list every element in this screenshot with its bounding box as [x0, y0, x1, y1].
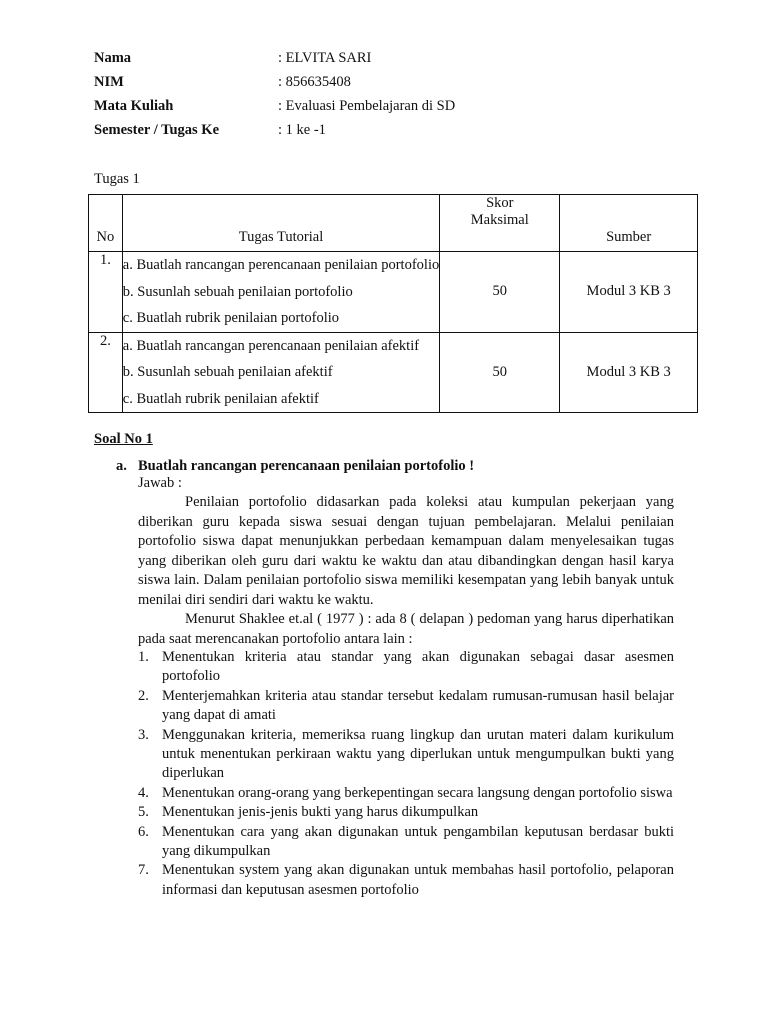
- info-row-semester: [94, 118, 455, 142]
- table-header-row: [89, 195, 698, 252]
- list-text: Menentukan system yang akan digunakan untuk membahas hasil portofolio, pelaporan informasi dan keputusan asesmen portofolio: [162, 862, 674, 898]
- row-tasks: [122, 332, 439, 413]
- list-text: Menentukan jenis-jenis bukti yang harus dikumpulkan: [162, 804, 479, 821]
- list-item: [138, 784, 674, 803]
- list-number: 6.: [138, 823, 149, 840]
- list-text: Menentukan cara yang akan digunakan untuk pengambilan keputusan berdasar bukti yang dikumpulkan: [162, 823, 674, 860]
- header-score-line2: Maksimal: [470, 212, 529, 228]
- task-item: c. Buatlah rubrik penilaian afektif: [122, 390, 319, 407]
- list-number: 3.: [138, 726, 149, 743]
- list-item: [138, 861, 674, 900]
- row-tasks: [122, 252, 439, 333]
- assignment-title: Tugas 1: [94, 171, 140, 187]
- info-value: : 1 ke -1: [278, 122, 326, 138]
- row-source: Modul 3 KB 3: [560, 332, 698, 413]
- question-heading: Soal No 1: [94, 431, 153, 447]
- task-item: a. Buatlah rancangan perencanaan penilaian portofolio: [122, 257, 440, 273]
- task-item: c. Buatlah rubrik penilaian portofolio: [122, 310, 340, 326]
- task-item: b. Susunlah sebuah penilaian portofolio: [122, 283, 353, 300]
- info-row-nim: [94, 70, 455, 94]
- list-text: Menentukan kriteria atau standar yang akan digunakan sebagai dasar asesmen portofolio: [162, 649, 674, 685]
- header-score-line1: Skor: [486, 195, 514, 211]
- info-value: : Evaluasi Pembelajaran di SD: [278, 98, 456, 114]
- row-score: 50: [440, 252, 560, 333]
- info-label: NIM: [94, 74, 124, 90]
- info-label: Semester / Tugas Ke: [94, 122, 219, 138]
- student-info: [94, 46, 455, 142]
- info-label: Mata Kuliah: [94, 98, 174, 114]
- list-number: 4.: [138, 784, 149, 801]
- answer-label: Jawab :: [138, 475, 182, 491]
- info-row-name: [94, 46, 455, 70]
- list-item: [138, 803, 674, 822]
- answer-paragraph: Menurut Shaklee et.al ( 1977 ) : ada 8 ( delapan ) pedoman yang harus diperhatikan pada saat merencanakan portofolio antara lain :: [138, 611, 674, 647]
- table-row: [89, 332, 698, 413]
- list-text: Menentukan orang-orang yang berkepentingan secara langsung dengan portofolio siswa: [162, 784, 673, 801]
- list-number: 5.: [138, 804, 149, 821]
- info-row-course: [94, 94, 455, 118]
- list-number: 1.: [138, 649, 149, 665]
- assignment-table: [88, 194, 698, 413]
- task-item: b. Susunlah sebuah penilaian afektif: [122, 364, 333, 380]
- header-no: No: [89, 195, 123, 252]
- task-item: a. Buatlah rancangan perencanaan penilaian afektif: [122, 337, 420, 354]
- list-text: Menterjemahkan kriteria atau standar tersebut kedalam rumusan-rumusan hasil belajar yang dapat di amati: [162, 687, 674, 724]
- list-number: 7.: [138, 862, 149, 879]
- guideline-list: [138, 648, 674, 900]
- row-source: Modul 3 KB 3: [560, 252, 698, 333]
- table-row: [89, 252, 698, 333]
- row-score: 50: [440, 332, 560, 413]
- list-item: [138, 823, 674, 862]
- header-task: Tugas Tutorial: [122, 195, 439, 252]
- list-item: [138, 726, 674, 784]
- info-value: : 856635408: [278, 74, 351, 90]
- answer-paragraph: Penilaian portofolio didasarkan pada koleksi atau kumpulan pekerjaan yang diberikan guru kepada siswa sesuai dengan tujuan pembelajaran. Melalui penilaian portofolio siswa dapat menunjukkan perbedaan kemampuan dalam menyelesaikan tugas yang diberikan oleh guru dari waktu ke waktu dan atau dibandingkan dengan hasil karya siswa lain. Dalam penilaian portofolio siswa memiliki kesempatan yang lebih banyak untuk menilai diri sendiri dari waktu ke waktu.: [138, 494, 674, 608]
- row-number: 1.: [89, 252, 123, 333]
- info-label: Nama: [94, 50, 132, 66]
- list-text: Menggunakan kriteria, memeriksa ruang lingkup dan urutan materi dalam kurikulum untuk menentukan perkiraan waktu yang diperlukan untuk mengumpulkan bukti yang diperlukan: [162, 726, 674, 782]
- list-item: [138, 648, 674, 687]
- sub-question-letter: a.: [116, 458, 127, 474]
- list-item: [138, 687, 674, 726]
- row-number: 2.: [89, 332, 123, 413]
- header-score: [440, 195, 560, 252]
- sub-question-text: Buatlah rancangan perencanaan penilaian portofolio !: [138, 458, 475, 474]
- header-source: Sumber: [560, 195, 698, 252]
- list-number: 2.: [138, 687, 149, 704]
- info-value: : ELVITA SARI: [278, 50, 372, 66]
